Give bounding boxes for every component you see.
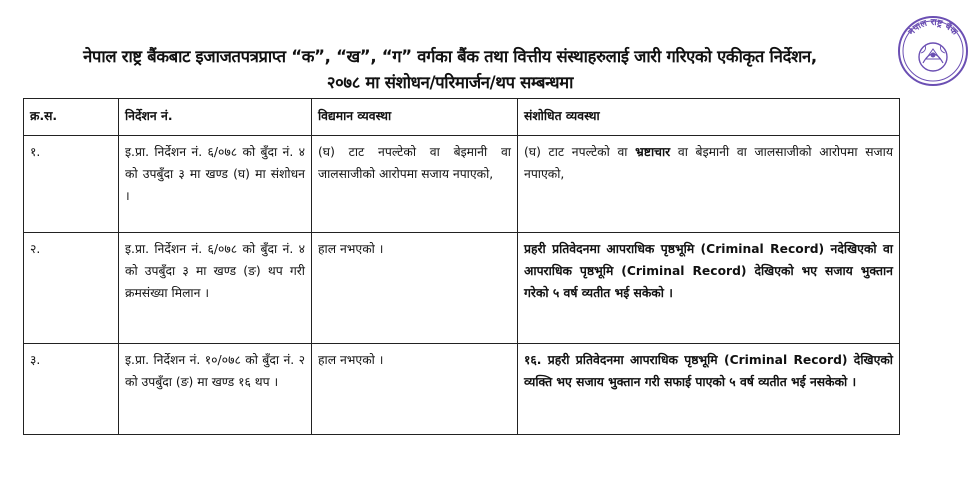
table-row xyxy=(24,344,900,435)
cell-revised-provision: प्रहरी प्रतिवेदनमा आपराधिक पृष्ठभूमि (Criminal Record) नदेखिएको वा आपराधिक पृष्ठभूमि (Criminal Record) देखिएको भए सजाय भुक्तान गरेको ५ वर्ष व्यतीत भई सकेको । xyxy=(518,233,900,344)
cell-serial-number: २. xyxy=(24,233,119,344)
title-line-1: नेपाल राष्ट्र बैंकबाट इजाजतपत्रप्राप्त “क”, “ख”, “ग” वर्गका बैंक तथा वित्तीय संस्थाहरुलाई जारी गरिएको एकीकृत निर्देशन, xyxy=(83,47,817,66)
header-existing-provision: विद्यमान व्यवस्था xyxy=(312,99,518,136)
svg-text:नेपाल राष्ट्र बैंक: नेपाल राष्ट्र बैंक xyxy=(906,17,960,38)
cell-serial-number: १. xyxy=(24,136,119,233)
revised-text-start: (घ) टाट नपल्टेको वा xyxy=(524,145,636,159)
cell-revised-provision xyxy=(518,136,900,233)
cell-existing-provision: हाल नभएको । xyxy=(312,233,518,344)
cell-existing-provision: हाल नभएको । xyxy=(312,344,518,435)
table-header-row xyxy=(24,99,900,136)
cell-serial-number: ३. xyxy=(24,344,119,435)
directive-amendment-table xyxy=(23,98,900,435)
title-line-2: २०७८ मा संशोधन/परिमार्जन/थप सम्बन्धमा xyxy=(326,73,574,92)
revised-text-highlight: भ्रष्टाचार xyxy=(635,145,671,159)
table-row xyxy=(24,136,900,233)
header-revised-provision: संशोधित व्यवस्था xyxy=(518,99,900,136)
table-row xyxy=(24,233,900,344)
nepal-rastra-bank-seal-icon xyxy=(897,15,969,87)
cell-revised-provision: १६. प्रहरी प्रतिवेदनमा आपराधिक पृष्ठभूमि (Criminal Record) देखिएको व्यक्ति भए सजाय भुक्तान गरी सफाई पाएको ५ वर्ष व्यतीत भई नसकेको । xyxy=(518,344,900,435)
cell-existing-provision: (घ) टाट नपल्टेको वा बेइमानी वा जालसाजीको आरोपमा सजाय नपाएको, xyxy=(312,136,518,233)
header-serial-number: क्र.स. xyxy=(24,99,119,136)
cell-directive-number: इ.प्रा. निर्देशन नं. ६/०७८ को बुँदा नं. ४ को उपबुँदा ३ मा खण्ड (घ) मा संशोधन । xyxy=(119,136,312,233)
document-title xyxy=(0,44,900,96)
cell-directive-number: इ.प्रा. निर्देशन नं. १०/०७८ को बुँदा नं. २ को उपबुँदा (ङ) मा खण्ड १६ थप । xyxy=(119,344,312,435)
revised-text-end: वा बेइमानी वा जालसाजीको आरोपमा सजाय नपाएको, xyxy=(524,145,893,181)
cell-directive-number: इ.प्रा. निर्देशन नं. ६/०७८ को बुँदा नं. ४ को उपबुँदा ३ मा खण्ड (ङ) थप गरी क्रमसंख्या मिलान । xyxy=(119,233,312,344)
header-directive-number: निर्देशन नं. xyxy=(119,99,312,136)
